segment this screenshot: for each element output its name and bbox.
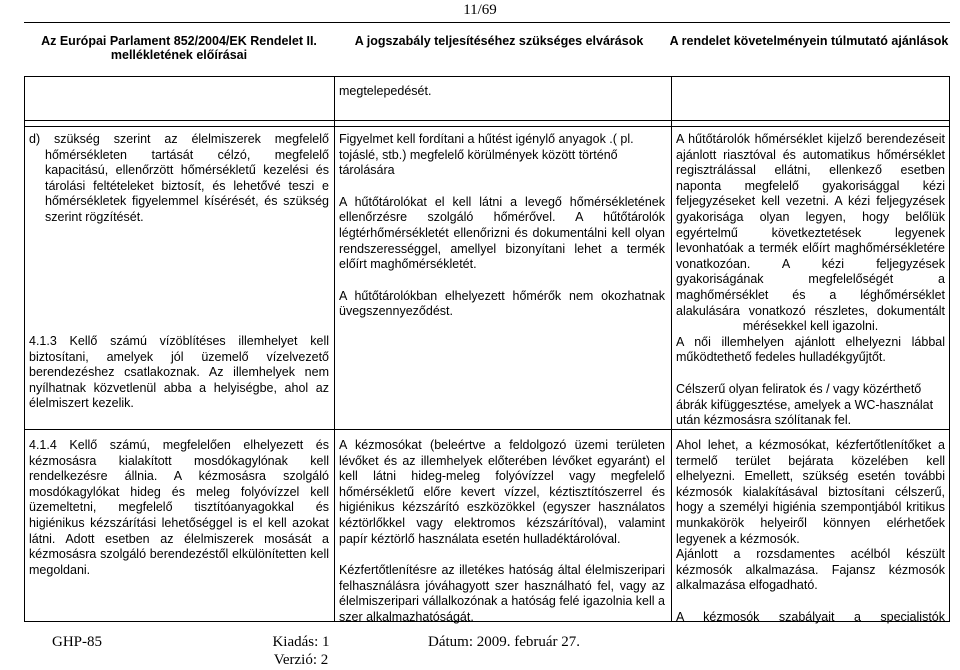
row2-col2-para1: A kézmosókat (beleértve a feldolgozó üzemi területen lévőket és az illemhelyek előterében lévőket egyaránt) el kell látni hideg-meleg folyóvízzel vagy megfelelő hőmérsékletű előre kevert vízzel, kéztisztítószerrel és higiénikus kézszárító eszközökkel (egyszer használatos kéztörlőkkel vagy elektromos kézszárítóval), valamint papír kéztörlő használata esetén hulladéktárolóval. [339, 438, 665, 546]
row0-col2-text: megtelepedését. [339, 84, 432, 98]
table-border [671, 76, 672, 622]
header-col3: A rendelet követelményein túlmutató ajánlások [669, 34, 949, 48]
footer-doc-id: GHP-85 [52, 634, 103, 650]
table-rule [24, 126, 950, 127]
requirement-4-1-4: 4.1.4 Kellő számú, megfelelően elhelyezett és kézmosásra kialakított mosdókagylónak kell rendelkezésre állnia. A kézmosásra szolgáló mosdókagylókat hideg és meleg folyóvízzel kell üzemeltetni, megfelelő tisztítóanyagokkal és higiénikus kézszárítási lehetőséggel is el kell azokat látni. Adott esetben az élelmiszerek mosását a kézmosásra szolgáló berendezéstől elkülönítetten kell megoldani. [29, 438, 329, 577]
page-number: 11/69 [463, 2, 497, 18]
table-border [24, 76, 25, 622]
table-rule [24, 429, 950, 430]
row2-col2-para2: Kézfertőtlenítésre az illetékes hatóság által élelmiszeripari felhasználásra jóváhagyott szer használható fel, vagy az élelmiszeripari vállalkozónak a hatóság felé igazolnia kell a szer alkalmazhatóságát. [339, 563, 665, 624]
row2-col3-para3: A kézmosók szabályait a specialistók [676, 609, 945, 624]
header-col2: A jogszabály teljesítéséhez szükséges elvárások [354, 34, 644, 48]
table-rule [24, 120, 950, 121]
table-border [949, 76, 950, 622]
row2-col3-para2: Ajánlott a rozsdamentes acélból készült kézmosók alkalmazása. Fajansz kézmosók alkalmazása elfogadható. [676, 547, 945, 593]
header-col1: Az Európai Parlament 852/2004/EK Rendelet II. mellékletének előírásai [41, 34, 317, 62]
row1-col2-para2: A hűtőtárolókat el kell látni a levegő hőmérsékletének ellenőrzésre szolgáló hőmérővel. A hűtőtárolók légtérhőmérsékletét ellenőrizni és dokumentálni kell olyan rendszerességgel, amellyel bizonyítani lehet a termék előírt maghőmérsékletét. [339, 194, 665, 272]
requirement-4-1-3: 4.1.3 Kellő számú vízöblítéses illemhelyet kell biztosítani, amelyek jól üzemelő vízelvezető berendezéshez csatlakoznak. Az illemhelyek nem nyílhatnak közvetlenül abba a helyiségbe, ahol az élelmiszert kezelik. [29, 334, 329, 411]
row2-col3-para1: Ahol lehet, a kézmosókat, kézfertőtlenítőket a termelő terület bejárata közelében kell elhelyezni. Emellett, szükség esetén további kézmosók kialakításával biztosítani célszerű, hogy a személyi higiénia szempontjából kritikus munkakörök helyeiről könnyen elérhetőek legyenek a kézmosók. [676, 438, 945, 546]
top-rule [24, 22, 950, 23]
table-rule [24, 76, 950, 77]
row1-col3-para2: A női illemhelyen ajánlott elhelyezni lábbal működtethető fedeles hulladékgyűjtőt. [676, 334, 945, 365]
row1-col2-para1: Figyelmet kell fordítani a hűtést igénylő anyagok .( pl. tojáslé, stb.) megfelelő körülmények között történő tárolására [339, 132, 634, 178]
footer-version: Verzió: 2 [273, 652, 329, 668]
row1-col2-para3: A hűtőtárolókban elhelyezett hőmérők nem okozhatnak üvegszennyeződést. [339, 288, 665, 319]
table-border [334, 76, 335, 622]
row1-col3-para3: Célszerű olyan feliratok és / vagy közérthető ábrák kifüggesztése, amelyek a WC-használat után kézmosásra szólítanak fel. [676, 381, 934, 428]
requirements-table [24, 76, 950, 622]
requirement-d: d) szükség szerint az élelmiszerek megfelelő hőmérsékleten tartását célzó, megfelelő kapacitású, ellenőrzött hőmérsékletű kezelési és tárolási feltételeket biztosít, és lehetővé teszi e hőmérsékletek figyelemmel kísérését, és szükség szerint rögzítését. [29, 132, 329, 224]
footer-issue: Kiadás: 1 [272, 634, 330, 650]
footer-date: Dátum: 2009. február 27. [428, 634, 581, 650]
row1-col3-para1: A hűtőtárolók hőmérséklet kijelző berendezéseit ajánlott riasztóval és automatikus hőmérséklet regisztrálással ellátni, ellenkező esetben naponta megfelelő gyakorisággal kézi feljegyzéseket kell vezetni. A kézi feljegyzések gyakorisága olyan legyen, hogy belőlük egyértelmű következtetések legyenek levonhatóak a termék előírt maghőmérsékletére vonatkozóan. A kézi feljegyzések gyakoriságának megfelelőségét a maghőmérséklet és a léghőmérséklet alakulására vonatkozó részletes, dokumentált mérésekkel kell igazolni. [676, 132, 945, 334]
